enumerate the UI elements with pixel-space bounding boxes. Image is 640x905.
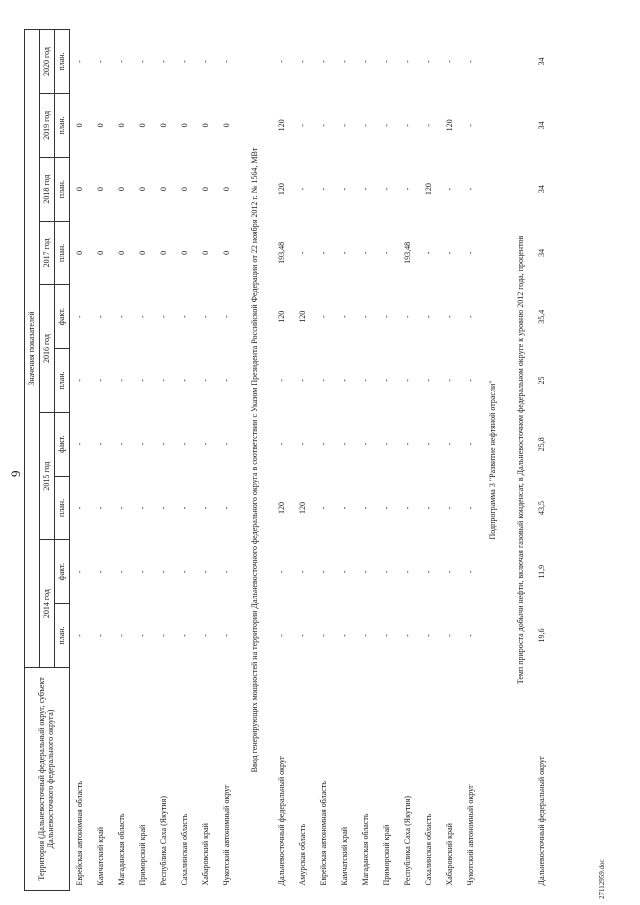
value-cell: - — [138, 634, 148, 637]
value-cell: - — [96, 60, 106, 63]
value-cell: 43,5 — [537, 500, 547, 515]
value-cell: - — [319, 315, 329, 319]
value-cell: - — [277, 379, 287, 382]
year-header-2019: 2019 год — [40, 94, 55, 158]
value-cell: - — [96, 634, 106, 637]
table-row — [91, 30, 112, 891]
value-cell: - — [340, 442, 350, 446]
value-cell: - — [159, 60, 169, 63]
value-cell: 25 — [537, 376, 547, 385]
table-row — [356, 30, 377, 891]
value-cell: 25,8 — [537, 437, 547, 452]
value-cell: - — [298, 570, 308, 574]
value-cell: 0 — [75, 123, 85, 128]
value-cell: - — [466, 442, 476, 446]
value-cell: 120 — [277, 501, 287, 514]
territory-name: Сахалинская область — [424, 813, 434, 886]
value-cell: - — [403, 379, 413, 382]
value-cell: - — [222, 634, 232, 637]
value-cell: - — [382, 379, 392, 382]
territory-name: Камчатский край — [340, 826, 350, 886]
value-cell: - — [403, 315, 413, 319]
territory-name: Хабаровский край — [445, 823, 455, 886]
value-cell: 0 — [201, 123, 211, 128]
table-row — [532, 30, 553, 891]
value-cell: - — [424, 315, 434, 319]
territory-name: Сахалинская область — [180, 813, 190, 886]
value-cell: - — [445, 187, 455, 191]
territory-header: Территория (Дальневосточный федеральный округ, субъект Дальневосточного федерального округа) — [25, 667, 70, 890]
value-cell: - — [96, 379, 106, 382]
value-cell: - — [361, 442, 371, 446]
value-cell: - — [466, 315, 476, 319]
fact-header: факт. — [55, 412, 70, 476]
value-cell: 120 — [424, 183, 434, 196]
fact-header: факт. — [55, 540, 70, 604]
value-cell: 19,6 — [537, 628, 547, 643]
value-cell: 120 — [445, 119, 455, 132]
territory-name: Еврейская автономная область — [75, 781, 85, 886]
value-cell: - — [424, 442, 434, 446]
value-cell: 0 — [159, 187, 169, 192]
value-cell: - — [445, 60, 455, 63]
value-cell: - — [201, 570, 211, 574]
value-cell: - — [201, 506, 211, 510]
value-cell: - — [319, 570, 329, 574]
value-cell: - — [361, 506, 371, 510]
fact-header: факт. — [55, 285, 70, 349]
value-cell: - — [75, 506, 85, 510]
indicators-table-wrapper — [24, 29, 553, 891]
value-cell: - — [222, 442, 232, 446]
territory-name: Чукотский автономный округ — [222, 784, 232, 886]
block2-title-section — [238, 30, 272, 891]
value-cell: - — [96, 315, 106, 319]
page-number: 9 — [8, 470, 23, 477]
value-cell: - — [159, 442, 169, 446]
value-cell: 0 — [117, 123, 127, 128]
value-cell: - — [382, 187, 392, 191]
value-cell: - — [319, 251, 329, 255]
plan-header: план. — [55, 604, 70, 668]
value-cell: - — [117, 570, 127, 574]
value-cell: - — [201, 315, 211, 319]
value-cell: 0 — [75, 250, 85, 255]
value-cell: - — [222, 570, 232, 574]
value-cell: - — [340, 60, 350, 63]
value-cell: 34 — [537, 248, 547, 257]
table-row — [377, 30, 398, 891]
value-cell: - — [466, 60, 476, 63]
table-row — [133, 30, 154, 891]
year-header-2014: 2014 год — [40, 540, 55, 668]
value-cell: 0 — [117, 187, 127, 192]
indicator-title: Темп прироста добычи нефти, включая газовый конденсат, в Дальневосточном федеральном округе к уровню 2012 года, процентов — [515, 235, 525, 685]
table-header — [25, 30, 70, 891]
value-cell: - — [403, 570, 413, 574]
value-cell: - — [403, 124, 413, 127]
value-cell: - — [75, 379, 85, 382]
block3-body — [532, 30, 553, 891]
value-cell: - — [340, 124, 350, 127]
value-cell: - — [138, 315, 148, 319]
value-cell: - — [222, 506, 232, 510]
value-cell: - — [466, 251, 476, 255]
territory-name: Приморский край — [382, 824, 392, 886]
value-cell: - — [445, 506, 455, 510]
plan-header: план. — [55, 30, 70, 94]
value-cell: 0 — [138, 187, 148, 192]
value-cell: - — [75, 570, 85, 574]
value-cell: - — [75, 60, 85, 63]
value-cell: - — [361, 570, 371, 574]
value-cell: 0 — [222, 187, 232, 192]
table-row — [272, 30, 293, 891]
value-cell: 0 — [138, 250, 148, 255]
value-cell: - — [319, 379, 329, 382]
value-cell: - — [277, 442, 287, 446]
table-row — [154, 30, 175, 891]
value-cell: 0 — [96, 187, 106, 192]
year-header-2015: 2015 год — [40, 412, 55, 540]
value-cell: - — [424, 379, 434, 382]
value-cell: 0 — [180, 187, 190, 192]
value-cell: - — [298, 634, 308, 637]
value-cell: - — [445, 634, 455, 637]
value-cell: - — [117, 315, 127, 319]
table-row — [314, 30, 335, 891]
value-cell: - — [180, 60, 190, 63]
value-cell: - — [298, 379, 308, 382]
value-cell: - — [75, 315, 85, 319]
value-cell: - — [445, 315, 455, 319]
value-cell: - — [424, 570, 434, 574]
value-cell: 120 — [298, 310, 308, 323]
table-row — [175, 30, 196, 891]
value-cell: - — [75, 442, 85, 446]
value-cell: - — [466, 634, 476, 637]
value-cell: - — [298, 187, 308, 191]
value-cell: - — [403, 60, 413, 63]
table-row — [335, 30, 356, 891]
value-cell: - — [382, 506, 392, 510]
value-cell: - — [403, 634, 413, 637]
value-cell: - — [382, 315, 392, 319]
value-cell: - — [159, 506, 169, 510]
value-cell: 0 — [159, 123, 169, 128]
territory-name: Амурская область — [298, 824, 308, 886]
value-cell: 0 — [201, 187, 211, 192]
value-cell: 120 — [277, 119, 287, 132]
territory-name: Магаданская область — [117, 813, 127, 886]
year-header-2020: 2020 год — [40, 30, 55, 94]
value-cell: - — [340, 315, 350, 319]
table-row — [440, 30, 461, 891]
value-cell: - — [138, 570, 148, 574]
value-cell: - — [382, 634, 392, 637]
value-cell: - — [159, 379, 169, 382]
value-cell: 120 — [298, 501, 308, 514]
value-cell: - — [361, 379, 371, 382]
value-cell: 0 — [75, 187, 85, 192]
territory-name: Приморский край — [138, 824, 148, 886]
value-cell: - — [117, 506, 127, 510]
value-cell: 120 — [277, 310, 287, 323]
plan-header: план. — [55, 157, 70, 221]
value-cell: - — [159, 315, 169, 319]
value-cell: 0 — [222, 123, 232, 128]
territory-name: Республика Саха (Якутия) — [159, 795, 169, 886]
value-cell: - — [222, 379, 232, 382]
value-cell: - — [319, 124, 329, 127]
plan-header: план. — [55, 476, 70, 540]
value-cell: 35,4 — [537, 309, 547, 324]
table-row — [70, 30, 92, 891]
value-cell: - — [361, 634, 371, 637]
value-cell: - — [277, 634, 287, 637]
value-cell: - — [222, 315, 232, 319]
value-cell: - — [340, 251, 350, 255]
value-cell: - — [319, 506, 329, 510]
value-cell: - — [424, 251, 434, 255]
territory-name: Республика Саха (Якутия) — [403, 795, 413, 886]
value-cell: 0 — [159, 250, 169, 255]
value-cell: - — [180, 315, 190, 319]
value-cell: - — [277, 60, 287, 63]
value-cell: 0 — [138, 123, 148, 128]
value-cell: - — [96, 442, 106, 446]
value-cell: 0 — [180, 123, 190, 128]
value-cell: - — [117, 442, 127, 446]
value-cell: - — [403, 187, 413, 191]
value-cell: 193,48 — [277, 241, 287, 264]
year-header-2017: 2017 год — [40, 221, 55, 285]
indicators-header: Значения показателей — [25, 30, 40, 668]
value-cell: - — [117, 634, 127, 637]
value-cell: - — [466, 187, 476, 191]
value-cell: - — [445, 251, 455, 255]
value-cell: - — [361, 187, 371, 191]
value-cell: - — [445, 379, 455, 382]
table-row — [196, 30, 217, 891]
value-cell: 0 — [180, 250, 190, 255]
value-cell: - — [361, 124, 371, 127]
block1-body — [70, 30, 239, 891]
value-cell: - — [117, 60, 127, 63]
value-cell: - — [201, 442, 211, 446]
territory-name: Дальневосточный федеральный округ — [537, 755, 547, 886]
value-cell: - — [277, 570, 287, 574]
value-cell: - — [159, 570, 169, 574]
value-cell: - — [298, 442, 308, 446]
value-cell: 34 — [537, 185, 547, 194]
indicators-table — [24, 29, 553, 891]
value-cell: - — [340, 634, 350, 637]
value-cell: 0 — [201, 250, 211, 255]
value-cell: - — [201, 379, 211, 382]
value-cell: 11,9 — [537, 564, 547, 579]
value-cell: 0 — [222, 250, 232, 255]
value-cell: - — [340, 379, 350, 382]
value-cell: - — [201, 634, 211, 637]
value-cell: - — [424, 506, 434, 510]
value-cell: - — [222, 60, 232, 63]
value-cell: - — [319, 634, 329, 637]
value-cell: - — [138, 506, 148, 510]
plan-header: план. — [55, 221, 70, 285]
value-cell: - — [298, 124, 308, 127]
value-cell: - — [466, 124, 476, 127]
value-cell: 120 — [277, 183, 287, 196]
table-row — [398, 30, 419, 891]
value-cell: - — [424, 634, 434, 637]
year-header-2016: 2016 год — [40, 285, 55, 413]
table-row — [461, 30, 482, 891]
subprogram-title: Подпрограмма 3 "Развитие нефтяной отрасли" — [487, 380, 497, 540]
table-row — [217, 30, 238, 891]
value-cell: 193,48 — [403, 241, 413, 264]
value-cell: - — [138, 60, 148, 63]
value-cell: - — [382, 124, 392, 127]
value-cell: - — [180, 506, 190, 510]
value-cell: - — [466, 570, 476, 574]
block2-title: Ввод генерирующих мощностей на территории Дальневосточного федерального округа в соответствии с Указом Президента Российской Федерации от 22 ноября 2012 г. № 1564, МВт — [249, 147, 259, 773]
value-cell: - — [403, 442, 413, 446]
table-row — [112, 30, 133, 891]
territory-name: Магаданская область — [361, 813, 371, 886]
value-cell: - — [340, 506, 350, 510]
value-cell: - — [180, 634, 190, 637]
value-cell: - — [298, 251, 308, 255]
value-cell: - — [361, 60, 371, 63]
year-header-2018: 2018 год — [40, 157, 55, 221]
value-cell: 34 — [537, 57, 547, 66]
plan-header: план. — [55, 349, 70, 413]
value-cell: - — [96, 506, 106, 510]
value-cell: - — [445, 442, 455, 446]
value-cell: - — [319, 442, 329, 446]
footer-filename: 27112959.doc — [598, 859, 606, 899]
value-cell: - — [403, 506, 413, 510]
value-cell: - — [180, 442, 190, 446]
value-cell: - — [180, 570, 190, 574]
value-cell: - — [466, 379, 476, 382]
territory-name: Чукотский автономный округ — [466, 784, 476, 886]
value-cell: - — [159, 634, 169, 637]
value-cell: 34 — [537, 121, 547, 130]
value-cell: - — [138, 442, 148, 446]
value-cell: - — [382, 60, 392, 63]
value-cell: - — [424, 124, 434, 127]
value-cell: - — [138, 379, 148, 382]
value-cell: - — [382, 570, 392, 574]
plan-header: план. — [55, 94, 70, 158]
value-cell: - — [445, 570, 455, 574]
territory-name: Хабаровский край — [201, 823, 211, 886]
value-cell: - — [201, 60, 211, 63]
value-cell: - — [180, 379, 190, 382]
value-cell: 0 — [117, 250, 127, 255]
value-cell: - — [319, 60, 329, 63]
value-cell: - — [340, 187, 350, 191]
value-cell: 0 — [96, 250, 106, 255]
block2-body — [272, 30, 482, 891]
value-cell: - — [382, 442, 392, 446]
value-cell: - — [361, 251, 371, 255]
value-cell: - — [319, 187, 329, 191]
table-row — [419, 30, 440, 891]
value-cell: - — [466, 506, 476, 510]
value-cell: - — [361, 315, 371, 319]
territory-name: Еврейская автономная область — [319, 781, 329, 886]
value-cell: - — [340, 570, 350, 574]
value-cell: - — [75, 634, 85, 637]
value-cell: 0 — [96, 123, 106, 128]
territory-name: Дальневосточный федеральный округ — [277, 755, 287, 886]
value-cell: - — [96, 570, 106, 574]
value-cell: - — [424, 60, 434, 63]
block3-title-section — [482, 30, 532, 891]
table-row — [293, 30, 314, 891]
value-cell: - — [382, 251, 392, 255]
territory-name: Камчатский край — [96, 826, 106, 886]
value-cell: - — [117, 379, 127, 382]
value-cell: - — [298, 60, 308, 63]
